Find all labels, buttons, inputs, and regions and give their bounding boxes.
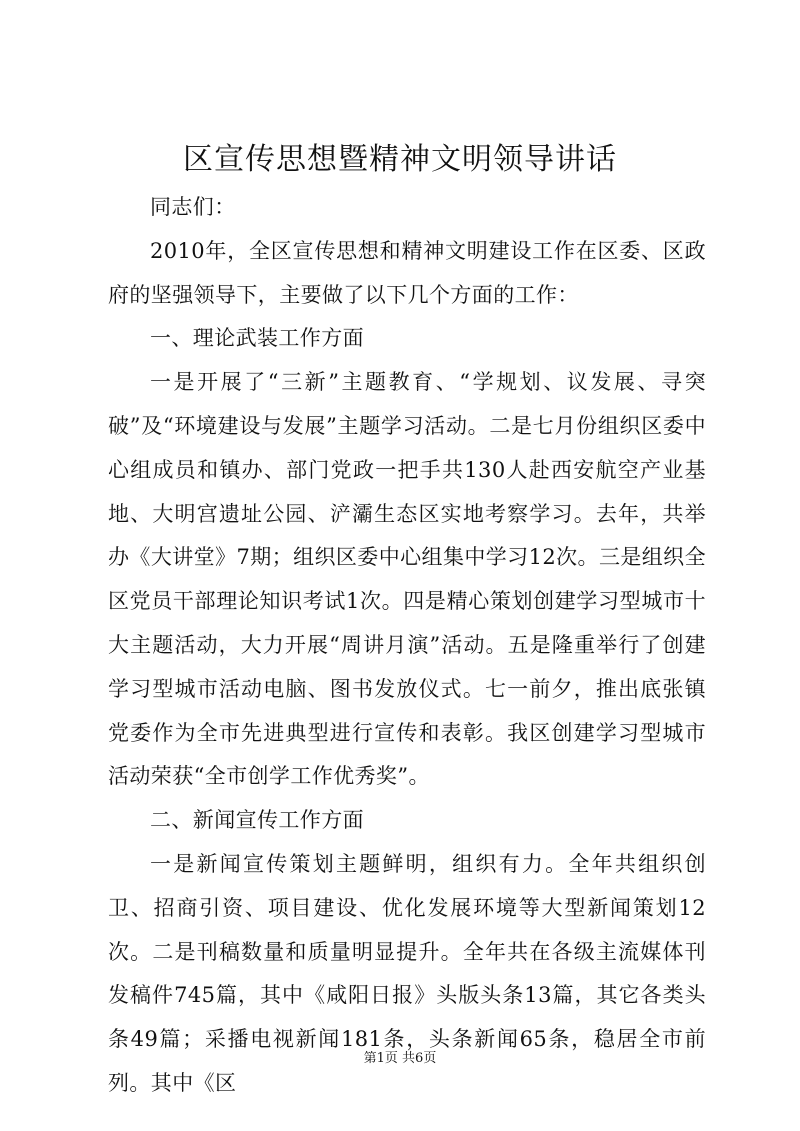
theory-paragraph: 一是开展了“三新”主题教育、“学规划、议发展、寻突破”及“环境建设与发展”主题学习活动。二是七月份组织区委中心组成员和镇办、部门党政一把手共130人赴西安航空产业基地、大明宫遗址公园、浐灞生态区实地考察学习。去年，共举办《大讲堂》7期；组织区委中心组集中学习12次。三是组织全区党员干部理论知识考试1次。四是精心策划创建学习型城市十大主题活动，大力开展“周讲月演”活动。五是隆重举行了创建学习型城市活动电脑、图书发放仪式。七一前夕，推出底张镇党委作为全市先进典型进行宣传和表彰。我区创建学习型城市活动荣获“全市创学工作优秀奖”。 (108, 370, 706, 789)
section-heading-news: 二、新闻宣传工作方面 (150, 808, 364, 833)
page-footer: 第1页 共6页 (363, 1051, 437, 1066)
document-title: 区宣传思想暨精神文明领导讲话 (183, 142, 617, 177)
document-body (108, 186, 706, 1106)
intro-paragraph: 2010年，全区宣传思想和精神文明建设工作在区委、区政府的坚强领导下，主要做了以下几个方面的工作： (108, 238, 706, 307)
salutation: 同志们： (150, 195, 236, 219)
section-heading-theory: 一、理论武装工作方面 (150, 326, 364, 351)
news-paragraph: 一是新闻宣传策划主题鲜明，组织有力。全年共组织创卫、招商引资、项目建设、优化发展环境等大型新闻策划12次。二是刊稿数量和质量明显提升。全年共在各级主流媒体刊发稿件745篇，其中《咸阳日报》头版头条13篇，其它各类头条49篇；采播电视新闻181条，头条新闻65条，稳居全市前列。其中《区 (108, 851, 706, 1095)
